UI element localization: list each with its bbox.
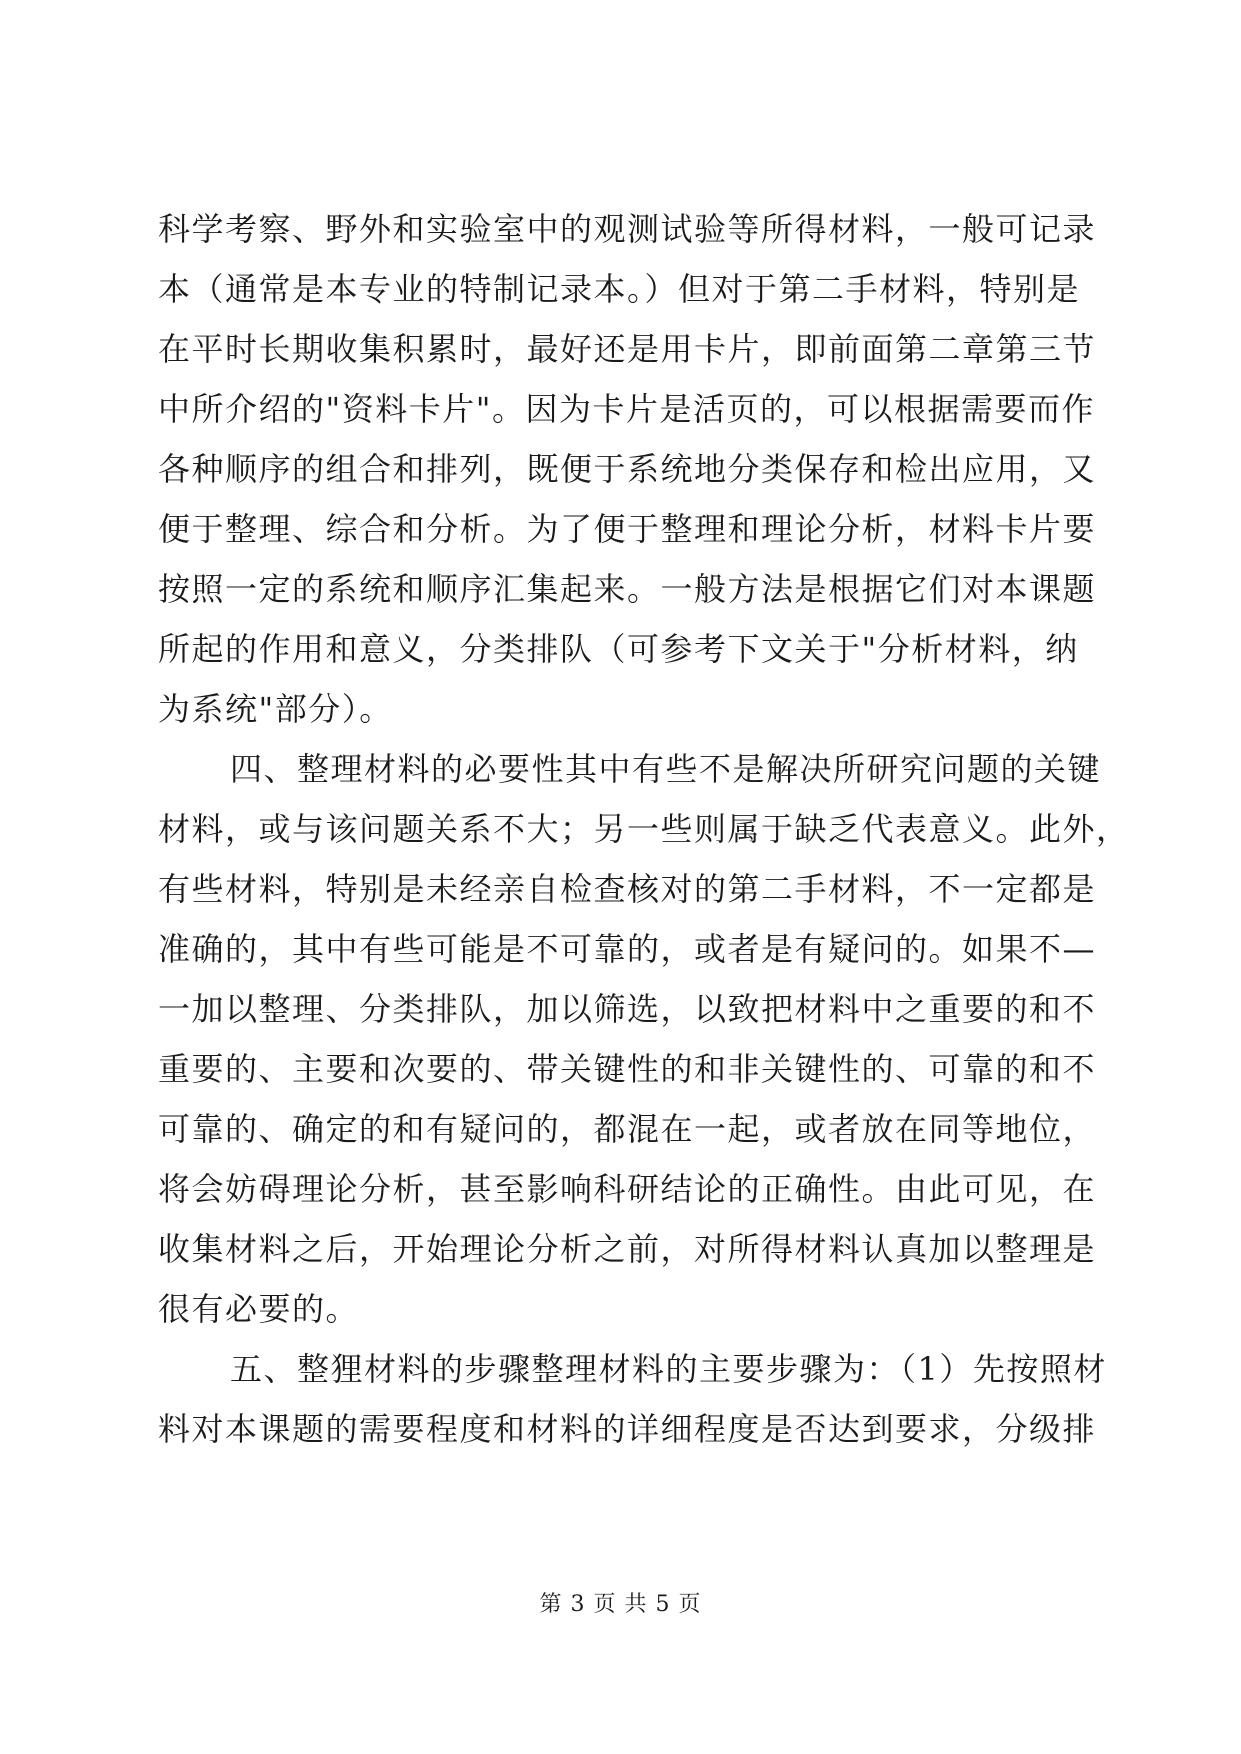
text-line: 有些材料，特别是未经亲自检查核对的第二手材料，不一定都是 (158, 870, 1097, 908)
paragraph-heading-line: 四、整理材料的必要性其中有些不是解决所研究问题的关键 (230, 750, 1102, 788)
text-line: 在平时长期收集积累时，最好还是用卡片，即前面第二章第三节 (158, 330, 1097, 368)
text-line: 将会妨碍理论分析，甚至影响科研结论的正确性。由此可见，在 (158, 1170, 1097, 1208)
text-line: 中所介绍的"资料卡片"。因为卡片是活页的，可以根据需要而作 (158, 390, 1095, 428)
text-line: 很有必要的。 (158, 1290, 360, 1328)
text-line: 一加以整理、分类排队，加以筛选，以致把材料中之重要的和不 (158, 990, 1097, 1028)
text-line: 所起的作用和意义，分类排队（可参考下文关于"分析材料，纳 (158, 630, 1079, 668)
text-line: 重要的、主要和次要的、带关键性的和非关键性的、可靠的和不 (158, 1050, 1097, 1088)
text-line: 料对本课题的需要程度和材料的详细程度是否达到要求，分级排 (158, 1410, 1097, 1448)
page-number-footer: 第 3 页 共 5 页 (539, 1592, 702, 1617)
text-line: 科学考察、野外和实验室中的观测试验等所得材料，一般可记录 (158, 210, 1097, 248)
text-line: 本（通常是本专业的特制记录本。）但对于第二手材料，特别是 (158, 270, 1081, 308)
text-line: 准确的，其中有些可能是不可靠的，或者是有疑问的。如果不— (158, 930, 1097, 968)
text-line: 材料，或与该问题关系不大；另一些则属于缺乏代表意义。此外， (158, 810, 1130, 848)
text-line: 按照一定的系统和顺序汇集起来。一般方法是根据它们对本课题 (158, 570, 1097, 608)
text-line: 便于整理、综合和分析。为了便于整理和理论分析，材料卡片要 (158, 510, 1097, 548)
text-line: 各种顺序的组合和排列，既便于系统地分类保存和检出应用，又 (158, 450, 1097, 488)
text-line: 可靠的、确定的和有疑问的，都混在一起，或者放在同等地位， (158, 1110, 1097, 1148)
paragraph-heading-line: 五、整狸材料的步骤整理材料的主要步骤为：（1）先按照材 (230, 1350, 1107, 1388)
text-line: 收集材料之后，开始理论分析之前，对所得材料认真加以整理是 (158, 1230, 1097, 1268)
text-line: 为系统"部分）。 (158, 690, 393, 728)
